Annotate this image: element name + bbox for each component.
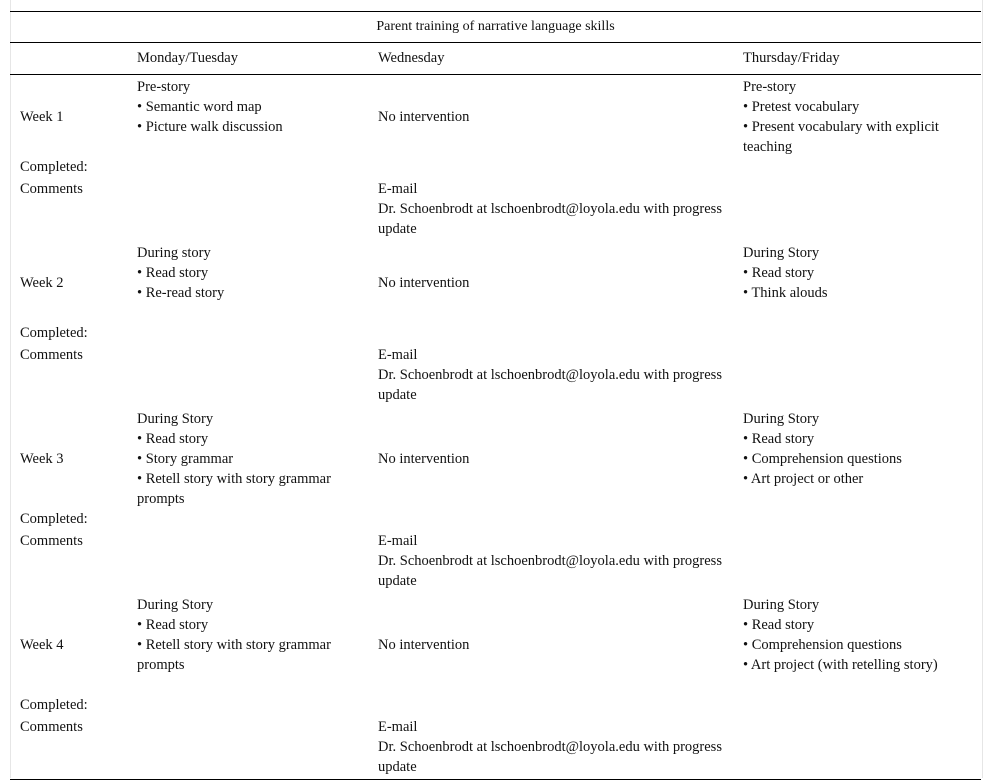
comments-row xyxy=(10,343,981,407)
email-title: E-mail xyxy=(378,719,418,735)
header-row xyxy=(10,43,981,75)
completed-label: Completed: xyxy=(20,697,88,713)
mon-tue-cell xyxy=(127,407,368,509)
activity-line: During Story xyxy=(743,411,820,427)
activity-line: During Story xyxy=(137,597,214,613)
table-title: Parent training of narrative language skills xyxy=(10,12,981,43)
activity-line: • Read story xyxy=(743,617,815,633)
activity-line: • Pretest vocabulary xyxy=(743,99,860,115)
activity-line: During Story xyxy=(743,597,820,613)
activity-line: During Story xyxy=(137,411,214,427)
week-label: Week 1 xyxy=(20,109,64,125)
email-text: Dr. Schoenbrodt at lschoenbrodt@loyola.edu with progress update xyxy=(378,201,722,237)
activity-line: During story xyxy=(137,245,211,261)
mon-tue-cell xyxy=(127,593,368,695)
activity-line: Pre-story xyxy=(137,79,191,95)
header-cell-empty xyxy=(10,43,127,75)
email-cell xyxy=(368,177,733,241)
completed-label: Completed: xyxy=(20,511,88,527)
activity-line: Pre-story xyxy=(743,79,797,95)
email-cell xyxy=(368,715,733,780)
completed-row xyxy=(10,323,981,343)
activity-line: • Art project (with retelling story) xyxy=(743,657,938,673)
week-label: Week 4 xyxy=(20,637,64,653)
thu-fri-cell xyxy=(733,407,981,509)
week-row xyxy=(10,593,981,695)
comments-row xyxy=(10,529,981,593)
activity-line: During Story xyxy=(743,245,820,261)
email-title: E-mail xyxy=(378,533,418,549)
comments-label: Comments xyxy=(20,347,83,363)
completed-label: Completed: xyxy=(20,159,88,175)
header-monday-tuesday: Monday/Tuesday xyxy=(127,43,368,75)
comments-label: Comments xyxy=(20,181,83,197)
activity-line: • Read story xyxy=(137,265,209,281)
title-row xyxy=(10,12,981,43)
email-title: E-mail xyxy=(378,181,418,197)
week-label: Week 2 xyxy=(20,275,64,291)
wednesday-cell: No intervention xyxy=(378,275,470,291)
thu-fri-cell xyxy=(733,75,981,158)
activity-line: • Picture walk discussion xyxy=(137,119,283,135)
activity-line: • Comprehension questions xyxy=(743,451,902,467)
activity-line: • Art project or other xyxy=(743,471,864,487)
completed-row xyxy=(10,695,981,715)
completed-label: Completed: xyxy=(20,325,88,341)
completed-row xyxy=(10,157,981,177)
comments-label: Comments xyxy=(10,715,127,780)
comments-row xyxy=(10,715,981,780)
thu-fri-cell xyxy=(733,241,981,323)
week-row xyxy=(10,407,981,509)
email-text: Dr. Schoenbrodt at lschoenbrodt@loyola.edu with progress update xyxy=(378,553,722,589)
email-title: E-mail xyxy=(378,347,418,363)
activity-line: • Semantic word map xyxy=(137,99,262,115)
header-thursday-friday: Thursday/Friday xyxy=(733,43,981,75)
week-row xyxy=(10,75,981,158)
comments-row xyxy=(10,177,981,241)
email-cell xyxy=(368,343,733,407)
activity-line: • Story grammar xyxy=(137,451,234,467)
activity-line: • Read story xyxy=(137,431,209,447)
thu-fri-cell xyxy=(733,593,981,695)
activity-line: • Retell story with story grammar prompts xyxy=(137,637,331,673)
email-text: Dr. Schoenbrodt at lschoenbrodt@loyola.edu with progress update xyxy=(378,739,722,775)
week-row xyxy=(10,241,981,323)
email-cell xyxy=(368,529,733,593)
comments-label: Comments xyxy=(20,533,83,549)
activity-line: • Retell story with story grammar prompts xyxy=(137,471,331,507)
completed-row xyxy=(10,509,981,529)
activity-line: • Read story xyxy=(743,265,815,281)
activity-line: • Re-read story xyxy=(137,285,225,301)
activity-line: • Think alouds xyxy=(743,285,828,301)
wednesday-cell: No intervention xyxy=(378,637,470,653)
schedule-table xyxy=(10,11,981,780)
week-label: Week 3 xyxy=(20,451,64,467)
activity-line: • Read story xyxy=(137,617,209,633)
activity-line: • Read story xyxy=(743,431,815,447)
mon-tue-cell xyxy=(127,241,368,323)
wednesday-cell: No intervention xyxy=(378,109,470,125)
activity-line: • Present vocabulary with explicit teaching xyxy=(743,119,939,155)
activity-line: • Comprehension questions xyxy=(743,637,902,653)
wednesday-cell: No intervention xyxy=(378,451,470,467)
header-wednesday: Wednesday xyxy=(368,43,733,75)
mon-tue-cell xyxy=(127,75,368,158)
email-text: Dr. Schoenbrodt at lschoenbrodt@loyola.edu with progress update xyxy=(378,367,722,403)
